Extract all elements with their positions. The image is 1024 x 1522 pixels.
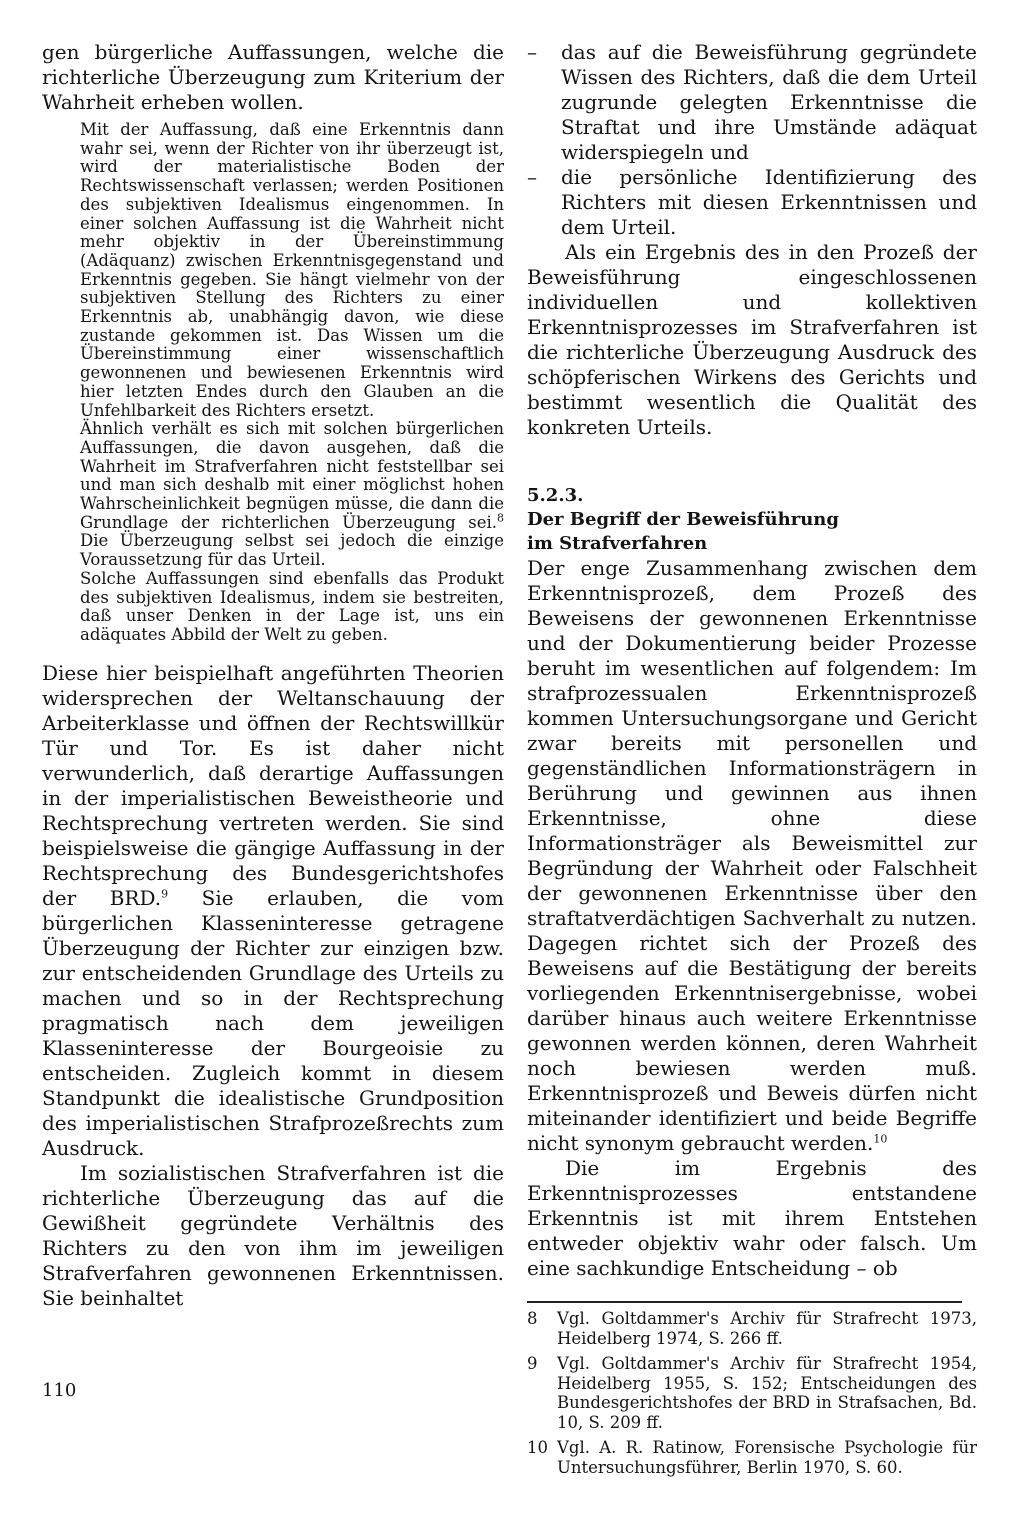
text-run: Der enge Zusammenhang zwischen dem Erkenntnisprozeß, dem Prozeß des Beweisens der gewonnenen Erkenntnisse und der Dokumentierung beider Prozesse beruht im wesentlichen auf folgendem: Im strafprozessualen Erkenntnisprozeß kommen Untersuchungsorgane und Gericht zwar bereits mit personellen und gegenständlichen Informationsträgern in Berührung und gewinnen aus ihnen Erkenntnisse, ohne diese Informationsträger als Beweismittel zur Begründung der Wahrheit oder Falschheit der gewonnenen Erkenntnisse über den straftatverdächtigen Sachverhalt zu nutzen. Dagegen richtet sich der Prozeß des Beweisens auf die Bestätigung der bereits vorliegenden Erkenntnisergebnisse, wobei darüber hinaus auch weitere Erkenntnisse gewonnen werden können, deren Wahrheit noch bewiesen werden muß. Erkenntnisprozeß und Beweis dürfen nicht miteinander identifiziert und beide Begriffe nicht synonym gebraucht werden. bbox=[527, 556, 977, 1155]
footnote-number: 9 bbox=[527, 1354, 538, 1373]
left-column bbox=[42, 40, 504, 1311]
paragraph: gen bürgerliche Auffassungen, welche die richterliche Überzeugung zum Kriterium der Wahrheit erheben wollen. bbox=[42, 40, 504, 114]
footnote-ref: 10 bbox=[873, 1132, 888, 1146]
footnote-text: Vgl. A. R. Ratinow, Forensische Psychologie für Untersuchungsführer, Berlin 1970, S. 60. bbox=[557, 1438, 977, 1477]
quoted-paragraph bbox=[80, 420, 504, 570]
paragraph bbox=[527, 556, 977, 1156]
text-run: Ähnlich verhält es sich mit solchen bürgerlichen Auffassungen, die davon ausgehen, daß die Wahrheit im Strafverfahren nicht feststellbar sei und man sich deshalb mit einer möglichst hohen Wahrscheinlichkeit begnügen müsse, die dann die Grundlage der richterlichen Überzeugung sei. bbox=[80, 419, 504, 532]
section-number: 5.2.3. bbox=[527, 485, 584, 506]
footnote bbox=[527, 1438, 977, 1477]
text-run: Diese hier beispielhaft angeführten Theorien widersprechen der Weltanschauung der Arbeiterklasse und öffnen der Rechtswillkür Tür und Tor. Es ist daher nicht verwunderlich, daß derartige Auffassungen in der imperialistischen Beweistheorie und Rechtsprechung vertreten werden. Sie sind beispielsweise die gängige Auffassung in der Rechtsprechung des Bundesgerichtshofes der BRD. bbox=[42, 660, 504, 910]
page-number: 110 bbox=[42, 1380, 77, 1401]
quoted-paragraph: Solche Auffassungen sind ebenfalls das Produkt des subjektiven Idealismus, indem sie bestreiten, daß unser Denken in der Lage ist, uns ein adäquates Abbild der Welt zu geben. bbox=[80, 568, 504, 644]
bullet-item bbox=[527, 40, 977, 165]
paragraph bbox=[42, 661, 504, 1161]
section-title-line-2: im Strafverfahren bbox=[527, 533, 708, 554]
bullet-text: das auf die Beweisführung gegründete Wissen des Richters, daß die dem Urteil zugrunde gelegten Erkenntnisse die Straftat und ihre Umstände adäquat widerspiegeln und bbox=[561, 40, 977, 164]
footnote-separator bbox=[527, 1301, 962, 1303]
text-run: Die Überzeugung selbst sei jedoch die einzige Voraussetzung für das Urteil. bbox=[80, 531, 504, 570]
footnote-ref: 8 bbox=[497, 511, 504, 525]
footnote-ref: 9 bbox=[161, 887, 169, 901]
right-column bbox=[527, 40, 977, 1477]
paragraph: Als ein Ergebnis des in den Prozeß der Beweisführung eingeschlossenen individuellen und kollektiven Erkenntnisprozesses im Strafverfahren ist die richterliche Überzeugung Ausdruck des schöpferischen Wirkens des Gerichts und bestimmt wesentlich die Qualität des konkreten Urteils. bbox=[527, 240, 977, 439]
paragraph: Im sozialistischen Strafverfahren ist die richterliche Überzeugung das auf die Gewißheit gegründete Verhältnis des Richters zu den von ihm im jeweiligen Strafverfahren gewonnenen Erkenntnissen. Sie beinhaltet bbox=[42, 1160, 504, 1310]
text-run: Sie erlauben, die vom bürgerlichen Klasseninteresse getragene Überzeugung der Richter zur einzigen bzw. zur entscheidenden Grundlage des Urteils zu machen und so in der Rechtsprechung pragmatisch nach dem jeweiligen Klasseninteresse der Bourgeoisie zu entscheiden. Zugleich kommt in diesem Standpunkt die idealistische Grundposition des imperialistischen Strafprozeßrechts zum Ausdruck. bbox=[42, 885, 504, 1160]
dash-bullet: – bbox=[527, 40, 537, 64]
bullet-item bbox=[527, 165, 977, 240]
footnote-number: 10 bbox=[527, 1438, 548, 1457]
dash-bullet: – bbox=[527, 165, 537, 189]
footnote-number: 8 bbox=[527, 1309, 538, 1328]
quoted-paragraph: Mit der Auffassung, daß eine Erkenntnis dann wahr sei, wenn der Richter von ihr überzeugt ist, wird der materialistische Boden der Rechtswissenschaft verlassen; werden Positionen des subjektiven Idealismus eingenommen. In einer solchen Auffassung ist die Wahrheit nicht mehr objektiv in der Übereinstimmung (Adäquanz) zwischen Erkenntnisgegenstand und Erkenntnis gegeben. Sie hängt vielmehr von der subjektiven Stellung des Richters zu einer Erkenntnis ab, unabhängig davon, wie diese zustande gekommen ist. Das Wissen um die Übereinstimmung einer wissenschaftlich gewonnenen und bewiesenen Erkenntnis wird hier letzten Endes durch den Glauben an die Unfehlbarkeit des Richters ersetzt. bbox=[80, 120, 504, 420]
section-title-line-1: Der Begriff der Beweisführung bbox=[527, 509, 839, 530]
bullet-text: die persönliche Identifizierung des Richters mit diesen Erkenntnissen und dem Urteil. bbox=[561, 165, 977, 239]
footnote bbox=[527, 1354, 977, 1432]
paragraph: Die im Ergebnis des Erkenntnisprozesses entstandene Erkenntnis ist mit ihrem Entstehen entweder objektiv wahr oder falsch. Um eine sachkundige Entscheidung – ob bbox=[527, 1156, 977, 1280]
footnote bbox=[527, 1309, 977, 1348]
footnote-text: Vgl. Goltdammer's Archiv für Strafrecht 1973, Heidelberg 1974, S. 266 ff. bbox=[557, 1309, 977, 1348]
footnote-text: Vgl. Goltdammer's Archiv für Strafrecht 1954, Heidelberg 1955, S. 152; Entscheidungen des Bundesgerichtshofes der BRD in Strafsachen, Bd. 10, S. 209 ff. bbox=[557, 1354, 977, 1432]
